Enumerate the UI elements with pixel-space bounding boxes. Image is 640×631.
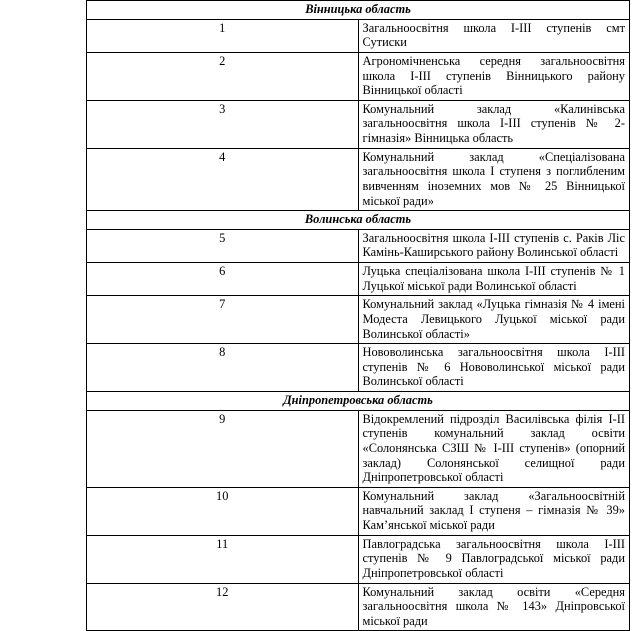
table-row-region xyxy=(87,1,630,20)
row-text: Комунальний заклад «Загальноосвітній навчальний заклад I ступеня – гімназія № 39» Кам’янської міської ради xyxy=(358,487,630,535)
row-text: Луцька спеціалізована школа I-III ступенів № 1 Луцької міської ради Волинської області xyxy=(358,263,630,296)
row-number: 7 xyxy=(87,296,359,344)
schools-table xyxy=(86,0,630,631)
row-number: 5 xyxy=(87,229,359,262)
row-text: Комунальний заклад «Луцька гімназія № 4 імені Модеста Левицького Луцької міської ради Волинської області» xyxy=(358,296,630,344)
table-row xyxy=(87,410,630,487)
row-text: Агрономічненська середня загальноосвітня школа I-III ступенів Вінницького району Вінницької області xyxy=(358,52,630,100)
table-row xyxy=(87,583,630,631)
table-row xyxy=(87,296,630,344)
table-row-region xyxy=(87,211,630,230)
row-number: 10 xyxy=(87,487,359,535)
row-number: 3 xyxy=(87,100,359,148)
row-text: Комунальний заклад «Спеціалізована загальноосвітня школа I ступеня з поглибленим вивченням іноземних мов № 25 Вінницької міської ради» xyxy=(358,148,630,211)
row-number: 4 xyxy=(87,148,359,211)
row-number: 9 xyxy=(87,410,359,487)
row-text: Павлоградська загальноосвітня школа I-III ступенів № 9 Павлоградської міської ради Дніпропетровської області xyxy=(358,535,630,583)
table-row xyxy=(87,52,630,100)
row-text: Загальноосвітня школа I-III ступенів смт Сутиски xyxy=(358,19,630,52)
row-text: Нововолинська загальноосвітня школа I-III ступенів № 6 Нововолинської міської ради Волинської області xyxy=(358,344,630,392)
table-row xyxy=(87,19,630,52)
region-header: Дніпропетровська область xyxy=(87,392,630,411)
row-number: 8 xyxy=(87,344,359,392)
table-row xyxy=(87,229,630,262)
table-row xyxy=(87,100,630,148)
row-text: Комунальний заклад «Калинівська загальноосвітня школа I-III ступенів № 2-гімназія» Вінницька область xyxy=(358,100,630,148)
table-body xyxy=(87,1,630,631)
region-header: Волинська область xyxy=(87,211,630,230)
row-number: 11 xyxy=(87,535,359,583)
row-number: 1 xyxy=(87,19,359,52)
table-row xyxy=(87,487,630,535)
table-row-region xyxy=(87,392,630,411)
row-text: Відокремлений підрозділ Василівська філія I-II ступенів комунальний заклад освіти «Солонянська СЗШ № I-III ступенів» (опорний заклад) Солонянської селищної ради Дніпропетровської області xyxy=(358,410,630,487)
table-row xyxy=(87,263,630,296)
row-number: 12 xyxy=(87,583,359,631)
table-row xyxy=(87,148,630,211)
table-row xyxy=(87,535,630,583)
row-number: 6 xyxy=(87,263,359,296)
region-header: Вінницька область xyxy=(87,1,630,20)
table-row xyxy=(87,344,630,392)
row-number: 2 xyxy=(87,52,359,100)
row-text: Комунальний заклад освіти «Середня загальноосвітня школа № 143» Дніпровської міської ради xyxy=(358,583,630,631)
row-text: Загальноосвітня школа I-III ступенів с. Раків Ліс Камінь-Каширського району Волинської області xyxy=(358,229,630,262)
